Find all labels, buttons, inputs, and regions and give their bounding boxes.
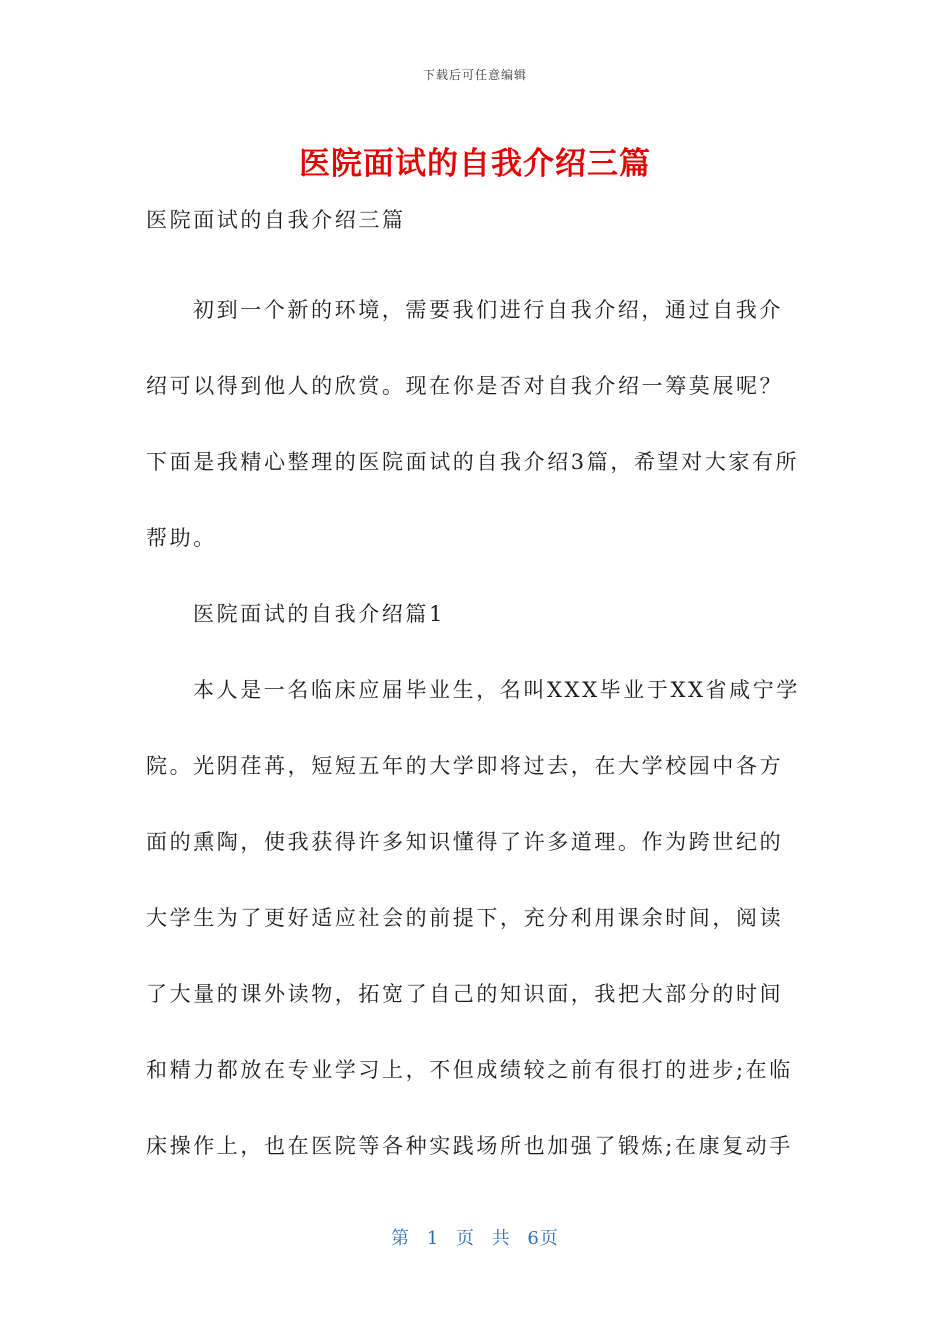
body-paragraph: 本人是一名临床应届毕业生，名叫XXX毕业于XX省咸宁学院。光阴荏苒，短短五年的大学即将过去，在大学校园中各方面的熏陶，使我获得许多知识懂得了许多道理。作为跨世纪的大学生为了更好适应社会的前提下，充分利用课余时间，阅读了大量的课外读物，拓宽了自己的知识面，我把大部分的时间和精力都放在专业学习上，不但成绩较之前有很打的进步;在临床操作上，也在医院等各种实践场所也加强了锻炼;在康复动手 [146, 678, 800, 1158]
intro-paragraph: 初到一个新的环境，需要我们进行自我介绍，通过自我介绍可以得到他人的欣赏。现在你是否对自我介绍一筹莫展呢？下面是我精心整理的医院面试的自我介绍3篇，希望对大家有所帮助。 [146, 298, 800, 550]
page-header-note: 下载后可任意编辑 [422, 68, 527, 82]
document-subtitle: 医院面试的自我介绍三篇 [146, 208, 406, 232]
document-body [146, 196, 806, 1184]
document-title: 医院面试的自我介绍三篇 [299, 146, 651, 182]
paragraph-gap [146, 244, 806, 272]
section-heading: 医院面试的自我介绍篇1 [193, 602, 445, 626]
page-number-footer: 第 1 页 共 6页 [391, 1228, 559, 1249]
